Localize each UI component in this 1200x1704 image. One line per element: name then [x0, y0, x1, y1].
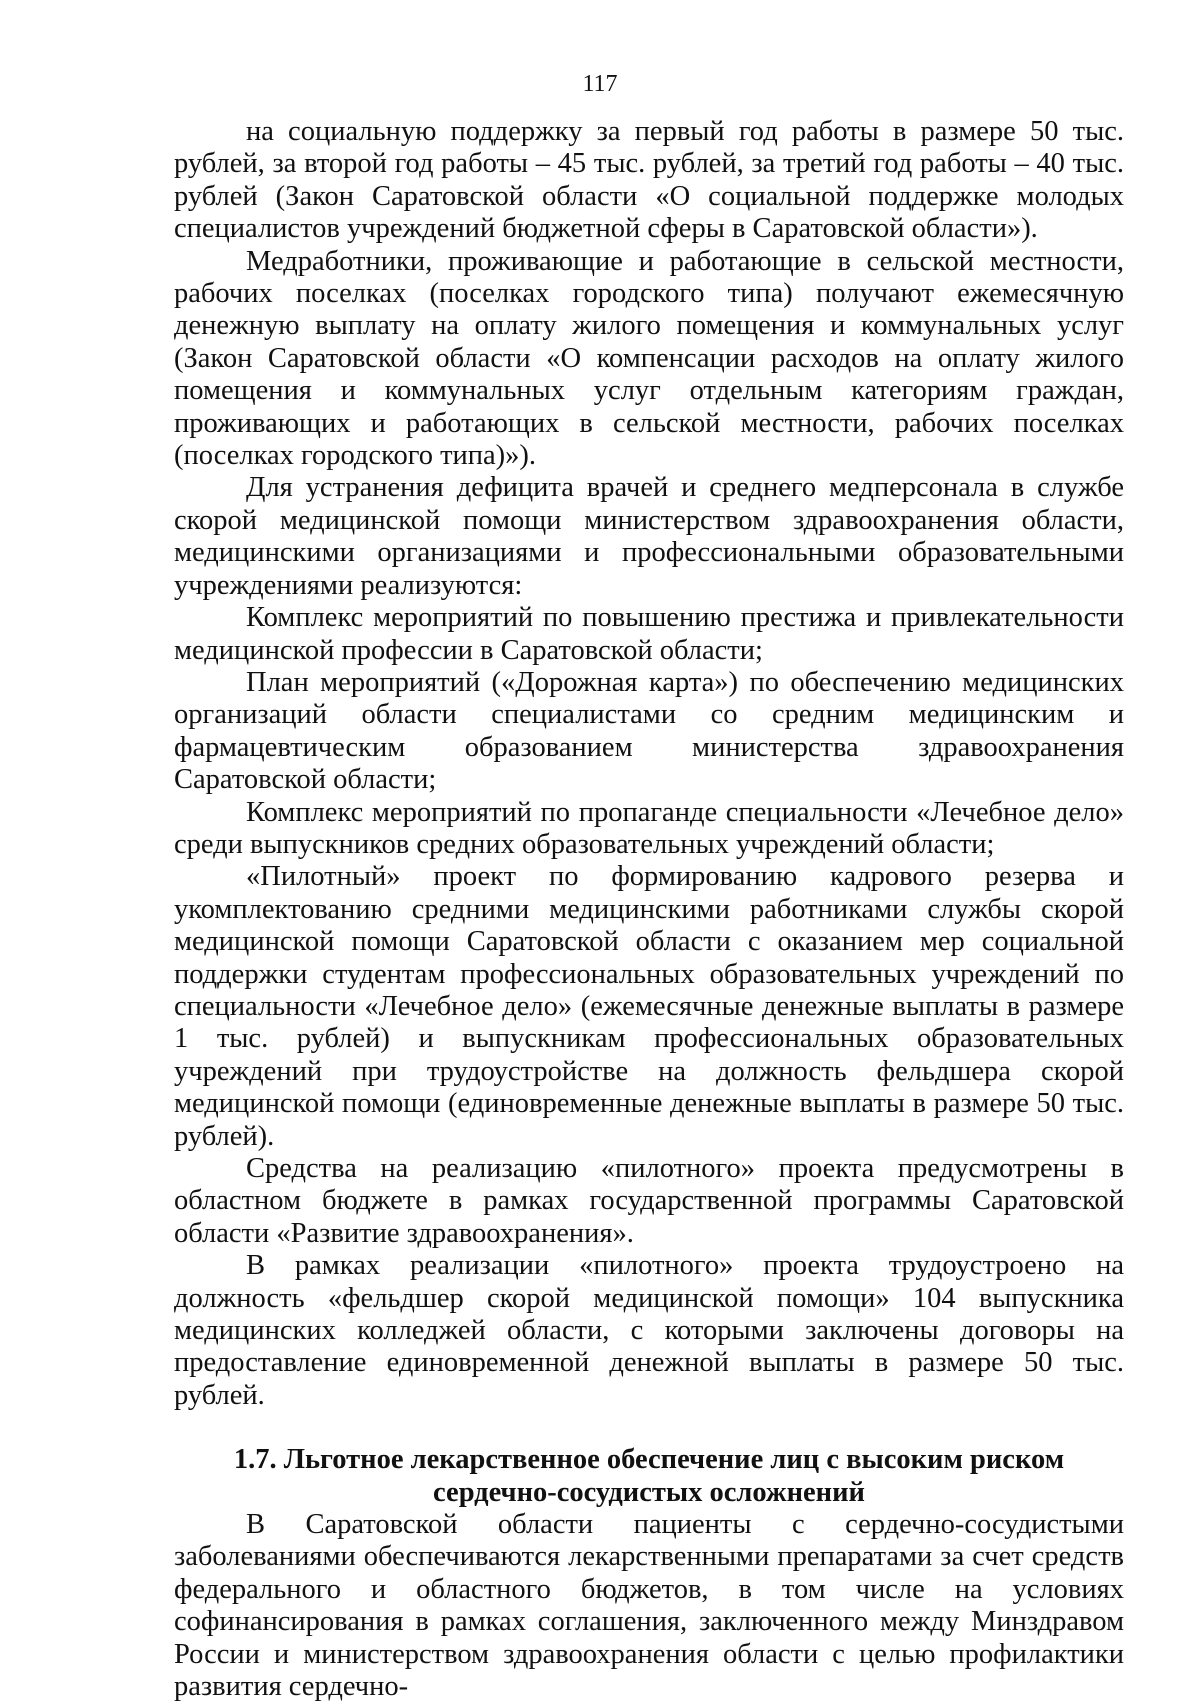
- paragraph: Комплекс мероприятий по повышению престижа и привлекательности медицинской профессии в Саратовской области;: [174, 602, 1124, 666]
- paragraph: Для устранения дефицита врачей и среднего медперсонала в службе скорой медицинской помощи министерством здравоохранения области, медицинскими организациями и профессиональными образовательными учреждениями реализуются:: [174, 472, 1124, 601]
- paragraph: В Саратовской области пациенты с сердечно-сосудистыми заболеваниями обеспечиваются лекарственными препаратами за счет средств федерального и областного бюджетов, в том числе на условиях софинансирования в рамках соглашения, заключенного между Минздравом России и министерством здравоохранения области с целью профилактики развития сердечно-: [174, 1509, 1124, 1703]
- paragraph: «Пилотный» проект по формированию кадрового резерва и укомплектованию средними медицинскими работниками службы скорой медицинской помощи Саратовской области с оказанием мер социальной поддержки студентам профессиональных образовательных учреждений по специальности «Лечебное дело» (ежемесячные денежные выплаты в размере 1 тыс. рублей) и выпускникам профессиональных образовательных учреждений при трудоустройстве на должность фельдшера скорой медицинской помощи (единовременные денежные выплаты в размере 50 тыс. рублей).: [174, 861, 1124, 1152]
- page-number: 117: [582, 71, 618, 97]
- paragraph: Медработники, проживающие и работающие в сельской местности, рабочих поселках (поселках городского типа) получают ежемесячную денежную выплату на оплату жилого помещения и коммунальных услуг (Закон Саратовской области «О компенсации расходов на оплату жилого помещения и коммунальных услуг отдельным категориям граждан, проживающих и работающих в сельской местности, рабочих поселках (поселках городского типа)»).: [174, 245, 1124, 472]
- paragraph: на социальную поддержку за первый год работы в размере 50 тыс. рублей, за второй год работы – 45 тыс. рублей, за третий год работы – 40 тыс. рублей (Закон Саратовской области «О социальной поддержке молодых специалистов учреждений бюджетной сферы в Саратовской области»).: [174, 116, 1124, 245]
- paragraph: План мероприятий («Дорожная карта») по обеспечению медицинских организаций области специалистами со средним медицинским и фармацевтическим образованием министерства здравоохранения Саратовской области;: [174, 666, 1124, 796]
- paragraph: Комплекс мероприятий по пропаганде специальности «Лечебное дело» среди выпускников средних образовательных учреждений области;: [174, 796, 1124, 860]
- paragraph: В рамках реализации «пилотного» проекта трудоустроено на должность «фельдшер скорой медицинской помощи» 104 выпускника медицинских колледжей области, с которыми заключены договоры на предоставление единовременной денежной выплаты в размере 50 тыс. рублей.: [174, 1250, 1124, 1411]
- paragraph: Средства на реализацию «пилотного» проекта предусмотрены в областном бюджете в рамках государственной программы Саратовской области «Развитие здравоохранения».: [174, 1153, 1124, 1249]
- document-body: [174, 116, 1124, 1704]
- section-heading: 1.7. Льготное лекарственное обеспечение лиц с высоким риском сердечно-сосудистых осложнений: [233, 1444, 1065, 1508]
